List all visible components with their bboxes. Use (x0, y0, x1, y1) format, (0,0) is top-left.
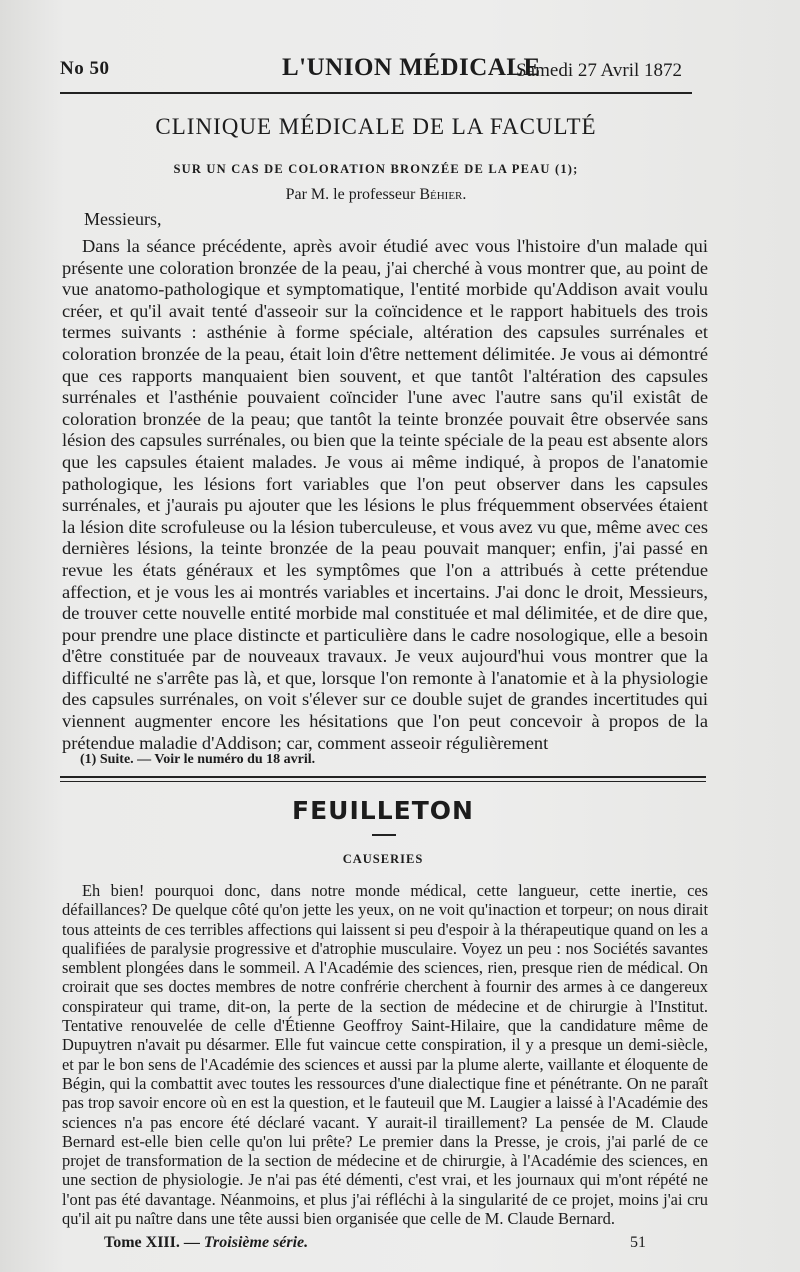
article-subtitle-note: (1); (554, 162, 579, 176)
feuilleton-dash (372, 834, 396, 836)
feuilleton-title: FEUILLETON (292, 796, 474, 825)
issue-number: No 50 (60, 58, 110, 79)
article-subtitle-text: SUR UN CAS DE COLORATION BRONZÉE DE LA PEAU (173, 162, 551, 176)
article-title: CLINIQUE MÉDICALE DE LA FACULTÉ (155, 114, 597, 139)
feuilleton-subtitle: CAUSERIES (342, 852, 424, 866)
footnote: (1) Suite. — Voir le numéro du 18 avril. (80, 752, 316, 767)
footer-volume (104, 1234, 308, 1252)
header-rule (60, 92, 692, 94)
journal-title: L'UNION MÉDICALE (282, 54, 541, 81)
issue-date: Samedi 27 Avril 1872 (516, 60, 682, 81)
article-subtitle (60, 162, 692, 177)
section-rule-thin (60, 781, 706, 782)
author-prefix: Par M. le professeur (285, 186, 416, 203)
section-rule-thick (60, 776, 706, 778)
article-paragraph: Dans la séance précédente, après avoir étudié avec vous l'histoire d'un malade qui présente une coloration bronzée de la peau, j'ai cherché à vous montrer que, au point de vue anatomo-pathologique et symptomatique, l'entité morbide qu'Addison avait voulu créer, et qu'il avait tenté d'asseoir sur la coïncidence et le rapport habituels des trois termes suivants : asthénie à forme spéciale, altération des capsules surrénales et coloration bronzée de la peau, était loin d'être nettement délimitée. Je vous ai démontré que ces rapports manquaient bien souvent, et que tantôt l'altération des capsules surrénales et l'asthénie pouvaient coïncider l'une avec l'autre sans qu'il existât de coloration bronzée de la peau; que tantôt la teinte bronzée pouvait être observée sans lésion des capsules surrénales, ou bien que la teinte spéciale de la peau est absente alors que les capsules étaient malades. Je vous ai même indiqué, à propos de l'anatomie pathologique, les lésions fort variables que l'on peut observer dans les capsules surrénales, et j'aurais pu ajouter que les lésions le plus fréquemment observées étaient la lésion dite scrofuleuse ou la lésion tuberculeuse, et vous avez vu que, même avec ces dernières lésions, la teinte bronzée de la peau pouvait manquer; enfin, j'ai passé en revue les états généraux et les symptômes que l'on a attribués à cette prétendue affection, et je vous les ai montrés variables et incertains. J'ai donc le droit, Messieurs, de trouver cette nouvelle entité morbide mal constituée et mal délimitée, et de dire que, pour prendre une place distincte et particulière dans le cadre nosologique, elle a besoin d'être constituée par de nouveaux travaux. Je veux aujourd'hui vous montrer que la difficulté ne s'arrête pas là, et que, lorsque l'on remonte à l'anatomie et à la physiologie des capsules surrénales, on voit s'élever sur ce double sujet de grandes incertitudes qui viennent augmenter encore les hésitations que l'on peut concevoir à propos de la prétendue maladie d'Addison; car, comment asseoir régulièrement (62, 236, 708, 753)
article-author (60, 186, 692, 204)
page-header (60, 50, 700, 90)
salutation: Messieurs, (84, 209, 162, 229)
author-name: Béhier. (419, 186, 467, 203)
footer-tome: Tome XIII. — (104, 1234, 200, 1251)
footer-serie: Troisième série. (203, 1234, 309, 1251)
page-number: 51 (630, 1234, 646, 1251)
feuilleton-body (62, 881, 708, 1228)
feuilleton-paragraph: Eh bien! pourquoi donc, dans notre monde médical, cette langueur, cette inertie, ces défaillances? De quelque côté qu'on jette les yeux, on ne voit qu'inaction et torpeur; on nous dirait tous atteints de ces terribles affections qui laissent si peu d'espoir à la thérapeutique quand on les a qualifiées de paralysie progressive et d'atrophie musculaire. Voyez un peu : nos Sociétés savantes semblent plongées dans le sommeil. A l'Académie des sciences, rien, presque rien de médical. On croirait que ses doctes membres de notre confrérie cherchent à fournir des armes à ce dangereux conspirateur qui trame, dit-on, la perte de la section de médecine et de chirurgie à l'Institut. Tentative renouvelée de celle d'Étienne Geoffroy Saint-Hilaire, que la candidature même de Dupuytren n'avait pu désarmer. Elle fut vaincue cette conspiration, il y a presque un demi-siècle, et par le bon sens de l'Académie des sciences et aussi par la plume alerte, vaillante et éloquente de Bégin, qui la combattit avec toutes les ressources d'une dialectique fine et pénétrante. On ne paraît pas trop savoir encore où en est la question, et le fauteuil que M. Laugier a laissé à l'Académie des sciences n'a pas encore été déclaré vacant. Y aurait-il tiraillement? La pensée de M. Claude Bernard est-elle bien celle qu'on lui prête? Le premier dans la Presse, je crois, j'ai parlé de ce projet de transformation de la section de médecine et de chirurgie, à l'Académie des sciences, en une section de physiologie. Je n'ai pas été démenti, c'est vrai, et les journaux qui m'ont répété ne l'ont pas été davantage. Néanmoins, et plus j'ai réfléchi à la singularité de ce projet, moins j'ai cru qu'il ait pu naître dans une tête aussi bien organisée que celle de M. Claude Bernard. (62, 881, 708, 1229)
article-body (62, 236, 708, 754)
